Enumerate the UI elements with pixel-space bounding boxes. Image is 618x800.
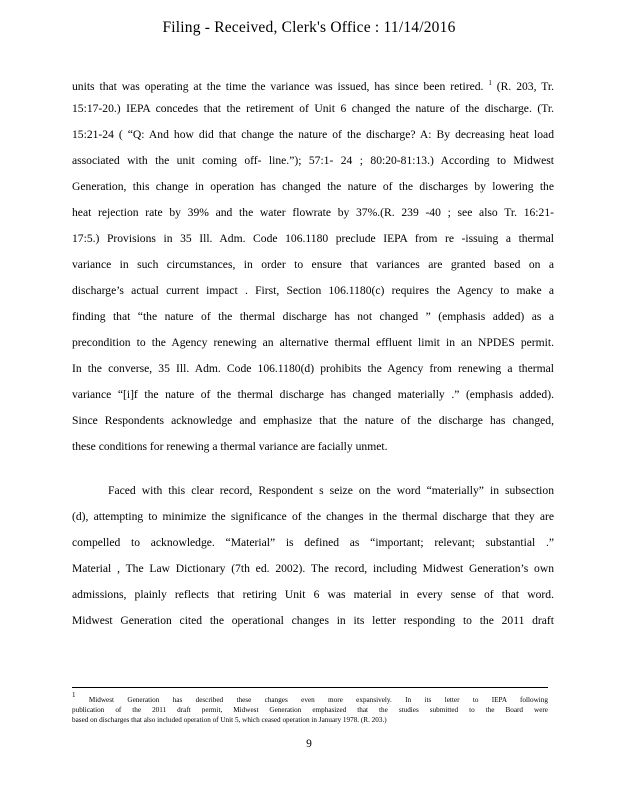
footnote-line <box>72 690 548 705</box>
footnote-text: Midwest Generation has described these changes even more expansively. In its letter to IEPA following <box>88 696 548 704</box>
text-line: In the converse, 35 Ill. Adm. Code 106.1180(d) prohibits the Agency from renewing a thermal <box>72 362 554 375</box>
text-line: admissions, plainly reflects that retiring Unit 6 was material in every sense of that word. <box>72 588 554 601</box>
footnote-line: publication of the 2011 draft permit, Midwest Generation emphasized that the studies submitted to the Board were <box>72 706 548 714</box>
text-line: 15:17-20.) IEPA concedes that the retirement of Unit 6 changed the nature of the discharge. (Tr. <box>72 102 554 115</box>
text-line: Midwest Generation cited the operational changes in its letter responding to the 2011 draft <box>72 614 554 627</box>
footnote <box>72 687 548 725</box>
text-line: Faced with this clear record, Respondent s seize on the word “materially” in subsection <box>108 484 554 497</box>
text-line: Generation, this change in operation has changed the nature of the discharges by lowering the <box>72 180 554 193</box>
text-line: associated with the unit coming off- line.”); 57:1- 24 ; 80:20-81:13.) According to Midwest <box>72 154 554 167</box>
text-line: variance “[i]f the nature of the thermal discharge has changed materially .” (emphasis added). <box>72 388 554 401</box>
text-segment: units that was operating at the time the variance was issued, has since been retired. <box>72 80 489 93</box>
page-number: 9 <box>306 738 312 750</box>
text-line: discharge’s actual current impact . First, Section 106.1180(c) requires the Agency to make a <box>72 284 554 297</box>
text-line: Since Respondents acknowledge and emphasize that the nature of the discharge has changed, <box>72 414 554 427</box>
text-line: compelled to acknowledge. “Material” is defined as “important; relevant; substantial .” <box>72 536 554 549</box>
text-segment: (R. 203, Tr. <box>496 80 554 93</box>
filing-header: Filing - Received, Clerk's Office : 11/14/2016 <box>162 19 456 36</box>
text-line: heat rejection rate by 39% and the water flowrate by 37%.(R. 239 -40 ; see also Tr. 16:21- <box>72 206 554 219</box>
text-line: these conditions for renewing a thermal variance are facially unmet. <box>72 440 388 453</box>
text-line: (d), attempting to minimize the significance of the changes in the thermal discharge that they are <box>72 510 554 523</box>
body-text <box>72 70 554 634</box>
text-line: precondition to the Agency renewing an alternative thermal effluent limit in an NPDES permit. <box>72 336 554 349</box>
text-line: Material , The Law Dictionary (7th ed. 2002). The record, including Midwest Generation’s own <box>72 562 554 575</box>
text-line: 17:5.) Provisions in 35 Ill. Adm. Code 106.1180 preclude IEPA from re -issuing a thermal <box>72 232 554 245</box>
footnote-line: based on discharges that also included operation of Unit 5, which ceased operation in January 1978. (R. 203.) <box>72 716 387 724</box>
text-line: 15:21-24 ( “Q: And how did that change the nature of the discharge? A: By decreasing heat load <box>72 128 554 141</box>
footnote-number: 1 <box>72 691 76 699</box>
text-line <box>72 70 554 96</box>
text-line: variance in such circumstances, in order to ensure that variances are granted based on a <box>72 258 554 271</box>
footnote-reference: 1 <box>488 79 492 87</box>
text-line: finding that “the nature of the thermal discharge has not changed ” (emphasis added) as a <box>72 310 554 323</box>
